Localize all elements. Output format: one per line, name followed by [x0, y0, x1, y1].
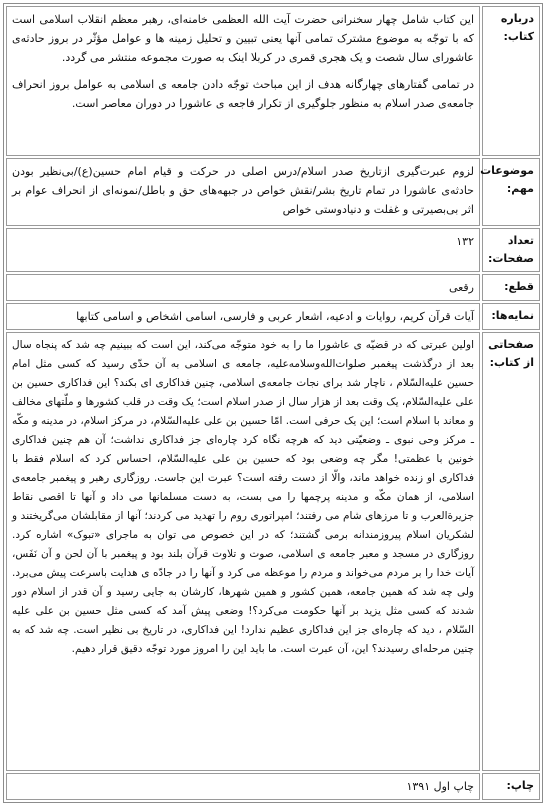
format-value: رقعی	[6, 274, 480, 301]
indexes-value: آیات قرآن کریم، روایات و ادعیه، اشعار عربی و فارسی، اسامی اشخاص و اسامی کتابها	[6, 303, 480, 330]
about-book-text	[6, 6, 480, 156]
label-page-count: تعداد صفحات:	[482, 228, 540, 272]
excerpt-text: اولین عبرتی که در قضیّه ی عاشورا ما را به خود متوجّه می‌کند، این است که ببینیم چه شد که پنجاه سال بعد از درگذشت پیغمبر صلوات‌الله‌وسلامه‌علیه، جامعه ی اسلامی به آن حدّی رسید که کسی مثل امام حسین علیه‌السّلام ، ناچار شد برای نجات جامعه‌ی اسلامی، چنین فداکاری ای بکند؟ این فداکاری حسین بن علی علیه‌السّلام، یک وقت بعد از هزار سال از صدر اسلام است؛ یک وقت در قلب کشورها و ملّتهای مخالف و معاند با اسلام است؛ این یک حرفی است. امّا حسین بن علی علیه‌السّلام، در مرکز اسلام، در مدینه و مکّه ـ مرکز وحی نبوی ـ وضعیّتی دید که هرچه نگاه کرد چاره‌ای جز فداکاری نداشت؛ آن هم چنین فداکاری خونین با عظمتی! مگر چه وضعی بود که حسین بن علی علیه‌السّلام، احساس کرد که اسلام فقط با فداکاری او زنده خواهد ماند، والّا از دست رفته است؟ عبرت این جاست. روزگاری رهبر و پیغمبر جامعه‌ی اسلامی، از همان مکّه و مدینه پرچمها را می بست، به دست مسلمانها می داد و آنها تا اقصی نقاط جزیرةالعرب و تا مرزهای شام می رفتند؛ امپراتوری روم را تهدید می کردند؛ آنها از مقابلشان می‌گریختند و لشکریان اسلام پیروزمندانه برمی گشتند؛ که در این خصوص می توان به ماجرای «تبوک» اشاره کرد. روزگاری در مسجد و معبر جامعه ی اسلامی، صوت و تلاوت قرآن بلند بود و پیغمبر با آن لحن و آن نَفَس، آیات خدا را بر مردم می‌خواند و مردم را موعظه می کرد و آنها را در جادّه ی هدایت باسرعت پیش می‌برد. ولی چه شد که همین جامعه، همین کشور و همین شهرها، کارشان به جایی رسید و آن قدر از اسلام دور شدند که کسی مثل یزید بر آنها حکومت می‌کرد؟! وضعی پیش آمد که کسی مثل حسین بن علی علیه السّلام ، دید که چاره‌ای جز این فداکاری عظیم ندارد! این فداکاری، در تاریخ بی نظیر است. چه شد که به چنین مرحله‌ای رسیدند؟ این، آن عبرت است. ما باید این را امروز مورد توجّه دقیق قرار دهیم.	[6, 332, 480, 771]
row-about-book	[6, 6, 540, 156]
book-info-table	[3, 3, 543, 803]
row-indexes	[6, 303, 540, 330]
label-indexes: نمایه‌ها:	[482, 303, 540, 330]
row-topics	[6, 158, 540, 226]
row-format	[6, 274, 540, 301]
about-paragraph-2: در تمامی گفتارهای چهارگانه هدف از این مباحث توجّه دادن جامعه ی اسلامی به عوامل بروز انحراف جامعه‌ی صدر اسلام به منظور جلوگیری از تکرار فاجعه ی عاشورا در دوران معاصر است.	[12, 78, 474, 110]
label-edition: چاپ:	[482, 773, 540, 800]
row-page-count	[6, 228, 540, 272]
label-topics: موضوعات مهم:	[482, 158, 540, 226]
label-excerpt: صفحاتی از کتاب:	[482, 332, 540, 771]
row-edition	[6, 773, 540, 800]
page-count-value: ۱۳۲	[6, 228, 480, 272]
row-excerpt	[6, 332, 540, 771]
about-paragraph-1: این کتاب شامل چهار سخنرانی حضرت آیت الله العظمی خامنه‌ای، رهبر معظم انقلاب اسلامی است که با توجّه به موضوع مشترک تمامی آنها یعنی تبیین و تحلیل زمینه ها و عوامل مؤثّر در بروز حادثه‌ی عاشورای سال شصت و یک هجری قمری در کربلا اینک به صورت مجموعه منتشر می گردد.	[12, 13, 474, 64]
edition-value: چاپ اول ۱۳۹۱	[6, 773, 480, 800]
label-format: قطع:	[482, 274, 540, 301]
book-info-panel	[3, 3, 543, 803]
label-about-book: درباره کتاب:	[482, 6, 540, 156]
topics-text: لزوم عبرت‌گیری ازتاریخ صدر اسلام/درس اصلی در حرکت و قیام امام حسین(ع)/بی‌نظیر بودن حادثه‌ی عاشورا در تمام تاریخ بشر/نقش خواص در جبهه‌های حق و باطل/نمونه‌ای از انحراف عوام بر اثر بی‌بصیرتی و غفلت و دنیادوستی خواص	[6, 158, 480, 226]
